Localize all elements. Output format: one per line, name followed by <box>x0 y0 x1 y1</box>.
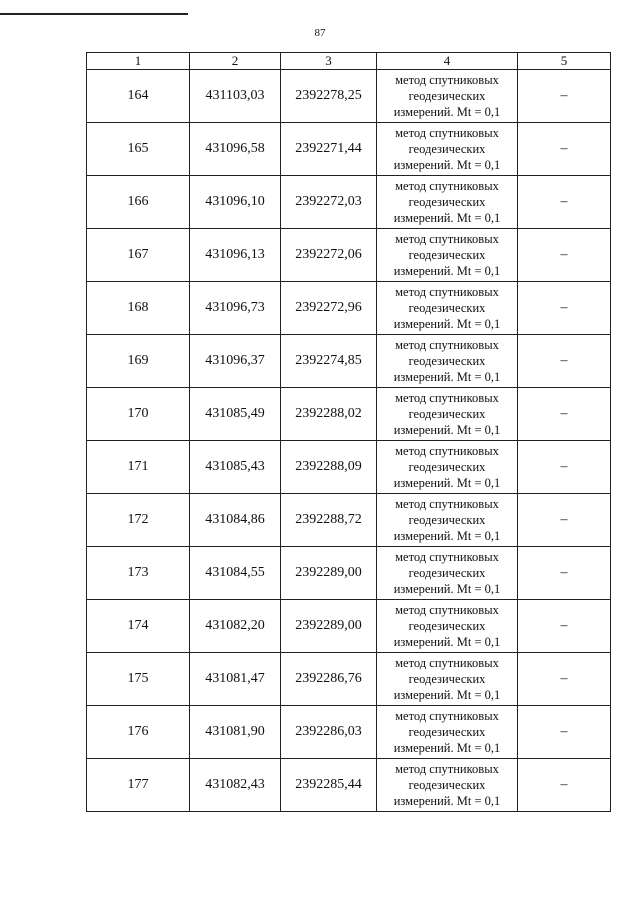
method-line: измерений. Mt = 0,1 <box>393 794 501 808</box>
method-line: измерений. Mt = 0,1 <box>393 264 501 278</box>
column-5-cell: – <box>518 706 611 759</box>
method-line: измерений. Mt = 0,1 <box>393 529 501 543</box>
method-line: метод спутниковых <box>395 603 499 617</box>
method-line: геодезических <box>408 407 486 421</box>
coordinate-y-cell: 2392289,00 <box>281 547 377 600</box>
point-number-cell: 166 <box>87 176 190 229</box>
method-line: измерений. Mt = 0,1 <box>393 211 501 225</box>
method-cell <box>377 547 518 600</box>
method-line: метод спутниковых <box>395 444 499 458</box>
coordinate-x-cell: 431096,37 <box>190 335 281 388</box>
table-row <box>87 335 611 388</box>
table-row <box>87 653 611 706</box>
method-line: измерений. Mt = 0,1 <box>393 105 501 119</box>
table-row <box>87 176 611 229</box>
point-number-cell: 173 <box>87 547 190 600</box>
coordinate-x-cell: 431096,73 <box>190 282 281 335</box>
column-5-cell: – <box>518 653 611 706</box>
coordinate-y-cell: 2392288,72 <box>281 494 377 547</box>
method-line: метод спутниковых <box>395 179 499 193</box>
coordinate-x-cell: 431096,58 <box>190 123 281 176</box>
method-line: метод спутниковых <box>395 497 499 511</box>
method-line: метод спутниковых <box>395 126 499 140</box>
coordinate-y-cell: 2392289,00 <box>281 600 377 653</box>
table-row <box>87 600 611 653</box>
table-row <box>87 441 611 494</box>
table-row <box>87 759 611 812</box>
table-row <box>87 229 611 282</box>
point-number-cell: 177 <box>87 759 190 812</box>
method-line: измерений. Mt = 0,1 <box>393 476 501 490</box>
method-line: геодезических <box>408 142 486 156</box>
method-line: геодезических <box>408 301 486 315</box>
coordinate-x-cell: 431082,20 <box>190 600 281 653</box>
point-number-cell: 169 <box>87 335 190 388</box>
column-5-cell: – <box>518 282 611 335</box>
page-number: 87 <box>314 27 326 39</box>
method-cell <box>377 706 518 759</box>
method-line: измерений. Mt = 0,1 <box>393 688 501 702</box>
method-line: метод спутниковых <box>395 285 499 299</box>
method-line: метод спутниковых <box>395 391 499 405</box>
coordinate-x-cell: 431096,10 <box>190 176 281 229</box>
method-line: геодезических <box>408 725 486 739</box>
coordinate-x-cell: 431085,43 <box>190 441 281 494</box>
coordinate-y-cell: 2392272,03 <box>281 176 377 229</box>
method-line: измерений. Mt = 0,1 <box>393 423 501 437</box>
header-cell-1: 1 <box>87 53 190 70</box>
column-5-cell: – <box>518 123 611 176</box>
coordinate-y-cell: 2392286,03 <box>281 706 377 759</box>
coordinate-y-cell: 2392288,02 <box>281 388 377 441</box>
header-cell-4: 4 <box>377 53 518 70</box>
coordinate-y-cell: 2392272,96 <box>281 282 377 335</box>
method-line: измерений. Mt = 0,1 <box>393 158 501 172</box>
method-cell <box>377 282 518 335</box>
method-cell <box>377 441 518 494</box>
coordinate-x-cell: 431081,90 <box>190 706 281 759</box>
coordinate-y-cell: 2392286,76 <box>281 653 377 706</box>
method-cell <box>377 653 518 706</box>
method-line: геодезических <box>408 248 486 262</box>
table-row <box>87 706 611 759</box>
method-line: геодезических <box>408 460 486 474</box>
coordinate-x-cell: 431084,55 <box>190 547 281 600</box>
point-number-cell: 168 <box>87 282 190 335</box>
method-cell <box>377 123 518 176</box>
header-cell-3: 3 <box>281 53 377 70</box>
method-line: измерений. Mt = 0,1 <box>393 582 501 596</box>
method-cell <box>377 229 518 282</box>
method-line: геодезических <box>408 89 486 103</box>
coordinate-x-cell: 431085,49 <box>190 388 281 441</box>
method-cell <box>377 176 518 229</box>
coordinate-y-cell: 2392288,09 <box>281 441 377 494</box>
method-line: метод спутниковых <box>395 550 499 564</box>
column-5-cell: – <box>518 229 611 282</box>
coordinate-x-cell: 431082,43 <box>190 759 281 812</box>
coordinate-y-cell: 2392272,06 <box>281 229 377 282</box>
header-cell-2: 2 <box>190 53 281 70</box>
coordinate-y-cell: 2392271,44 <box>281 123 377 176</box>
top-rule <box>0 13 188 15</box>
method-cell <box>377 759 518 812</box>
point-number-cell: 165 <box>87 123 190 176</box>
table-row <box>87 388 611 441</box>
method-line: измерений. Mt = 0,1 <box>393 741 501 755</box>
coordinate-x-cell: 431081,47 <box>190 653 281 706</box>
method-cell <box>377 388 518 441</box>
column-5-cell: – <box>518 441 611 494</box>
method-line: измерений. Mt = 0,1 <box>393 370 501 384</box>
method-line: метод спутниковых <box>395 73 499 87</box>
column-5-cell: – <box>518 70 611 123</box>
coordinate-y-cell: 2392285,44 <box>281 759 377 812</box>
column-5-cell: – <box>518 388 611 441</box>
column-5-cell: – <box>518 547 611 600</box>
method-line: геодезических <box>408 566 486 580</box>
column-5-cell: – <box>518 176 611 229</box>
method-line: измерений. Mt = 0,1 <box>393 317 501 331</box>
method-line: метод спутниковых <box>395 762 499 776</box>
method-line: геодезических <box>408 619 486 633</box>
coordinates-table <box>86 52 611 812</box>
header-row <box>87 53 611 70</box>
table-row <box>87 282 611 335</box>
method-line: метод спутниковых <box>395 709 499 723</box>
table-row <box>87 70 611 123</box>
table-row <box>87 494 611 547</box>
point-number-cell: 175 <box>87 653 190 706</box>
point-number-cell: 167 <box>87 229 190 282</box>
point-number-cell: 174 <box>87 600 190 653</box>
method-line: метод спутниковых <box>395 338 499 352</box>
coordinate-y-cell: 2392274,85 <box>281 335 377 388</box>
method-cell <box>377 494 518 547</box>
method-cell <box>377 70 518 123</box>
table-row <box>87 123 611 176</box>
point-number-cell: 170 <box>87 388 190 441</box>
coordinate-x-cell: 431103,03 <box>190 70 281 123</box>
method-line: геодезических <box>408 513 486 527</box>
header-cell-5: 5 <box>518 53 611 70</box>
coordinate-x-cell: 431096,13 <box>190 229 281 282</box>
coordinate-x-cell: 431084,86 <box>190 494 281 547</box>
method-line: метод спутниковых <box>395 656 499 670</box>
method-cell <box>377 600 518 653</box>
table-row <box>87 547 611 600</box>
point-number-cell: 176 <box>87 706 190 759</box>
column-5-cell: – <box>518 600 611 653</box>
table-body <box>87 70 611 812</box>
column-5-cell: – <box>518 335 611 388</box>
method-line: геодезических <box>408 672 486 686</box>
method-cell <box>377 335 518 388</box>
method-line: метод спутниковых <box>395 232 499 246</box>
point-number-cell: 171 <box>87 441 190 494</box>
coordinate-y-cell: 2392278,25 <box>281 70 377 123</box>
point-number-cell: 172 <box>87 494 190 547</box>
method-line: измерений. Mt = 0,1 <box>393 635 501 649</box>
method-line: геодезических <box>408 778 486 792</box>
method-line: геодезических <box>408 195 486 209</box>
point-number-cell: 164 <box>87 70 190 123</box>
column-5-cell: – <box>518 759 611 812</box>
column-5-cell: – <box>518 494 611 547</box>
method-line: геодезических <box>408 354 486 368</box>
